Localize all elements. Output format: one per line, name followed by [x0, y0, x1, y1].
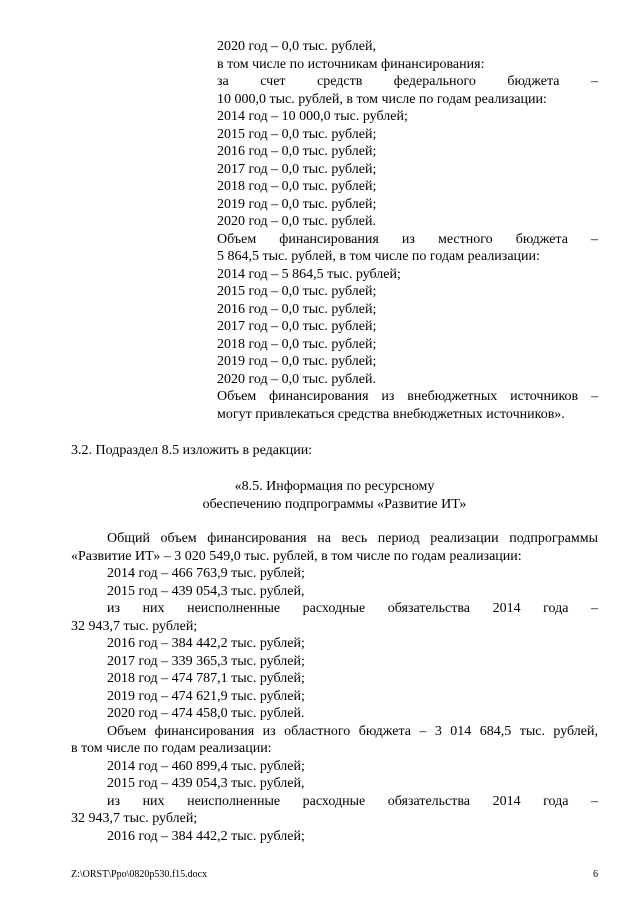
text-line: 5 864,5 тыс. рублей, в том числе по годам реализации:: [217, 249, 540, 264]
text-line: 2014 год – 460 899,4 тыс. рублей;: [107, 758, 305, 774]
text-line: Объем финансирования из местного бюджета –: [217, 231, 598, 247]
text-line: 32 943,7 тыс. рублей;: [71, 811, 198, 826]
text-line: 2019 год – 0,0 тыс. рублей;: [217, 196, 377, 212]
subsection-title-block: [0, 478, 640, 513]
text-line: 32 943,7 тыс. рублей;: [71, 618, 198, 634]
text-line: 2015 год – 0,0 тыс. рублей;: [217, 284, 377, 299]
text-line: 2014 год – 466 763,9 тыс. рублей;: [107, 566, 305, 581]
section-heading: 3.2. Подраздел 8.5 изложить в редакции:: [71, 443, 313, 458]
text-line: 2019 год – 474 621,9 тыс. рублей;: [107, 688, 305, 704]
funding-details-block: [0, 530, 640, 845]
text-line: 2020 год – 0,0 тыс. рублей,: [217, 39, 376, 54]
text-line: в том числе по годам реализации:: [71, 741, 272, 756]
subsection-title-line: обеспечению подпрограммы «Развитие ИТ»: [202, 496, 467, 512]
section-heading-block: [0, 442, 640, 460]
text-line: в том числе по источникам финансирования:: [217, 56, 485, 72]
text-line: Объем финансирования из внебюджетных источников –: [217, 389, 598, 404]
text-line: 10 000,0 тыс. рублей, в том числе по годам реализации:: [217, 91, 547, 107]
text-line: 2020 год – 0,0 тыс. рублей.: [217, 371, 376, 387]
text-line: из них неисполненные расходные обязательства 2014 года –: [107, 601, 598, 616]
text-line: за счет средств федерального бюджета –: [217, 74, 598, 89]
text-line: 2020 год – 474 458,0 тыс. рублей.: [107, 706, 305, 721]
text-line: 2015 год – 0,0 тыс. рублей;: [217, 126, 377, 142]
text-line: Объем финансирования из областного бюджета – 3 014 684,5 тыс. рублей,: [107, 723, 598, 739]
subsection-title-line: «8.5. Информация по ресурсному: [234, 479, 435, 494]
text-line: 2019 год – 0,0 тыс. рублей;: [217, 354, 377, 369]
page-footer: [71, 868, 598, 882]
text-line: 2018 год – 474 787,1 тыс. рублей;: [107, 671, 305, 686]
text-line: 2014 год – 5 864,5 тыс. рублей;: [217, 266, 401, 282]
text-line: 2014 год – 10 000,0 тыс. рублей;: [217, 109, 408, 124]
text-line: 2017 год – 0,0 тыс. рублей;: [217, 161, 377, 177]
text-line: 2018 год – 0,0 тыс. рублей;: [217, 179, 377, 194]
text-line: 2016 год – 384 442,2 тыс. рублей;: [107, 828, 305, 844]
page-number: 6: [593, 869, 598, 880]
text-line: 2020 год – 0,0 тыс. рублей.: [217, 214, 376, 229]
text-line: могут привлекаться средства внебюджетных источников».: [217, 406, 565, 422]
text-line: 2017 год – 0,0 тыс. рублей;: [217, 319, 377, 334]
text-line: 2018 год – 0,0 тыс. рублей;: [217, 336, 377, 352]
text-line: Общий объем финансирования на весь период реализации подпрограммы: [107, 531, 598, 546]
funding-sources-block: [0, 38, 640, 423]
text-line: 2016 год – 384 442,2 тыс. рублей;: [107, 636, 305, 651]
text-line: 2017 год – 339 365,3 тыс. рублей;: [107, 653, 305, 669]
text-line: из них неисполненные расходные обязательства 2014 года –: [107, 793, 598, 809]
file-path: Z:\ORST\Ppo\0820p530.f15.docx: [71, 869, 208, 880]
text-line: 2016 год – 0,0 тыс. рублей;: [217, 144, 377, 159]
text-line: 2015 год – 439 054,3 тыс. рублей,: [107, 776, 305, 791]
text-line: 2015 год – 439 054,3 тыс. рублей,: [107, 583, 305, 599]
text-line: «Развитие ИТ» – 3 020 549,0 тыс. рублей, в том числе по годам реализации:: [71, 548, 522, 564]
text-line: 2016 год – 0,0 тыс. рублей;: [217, 301, 377, 317]
